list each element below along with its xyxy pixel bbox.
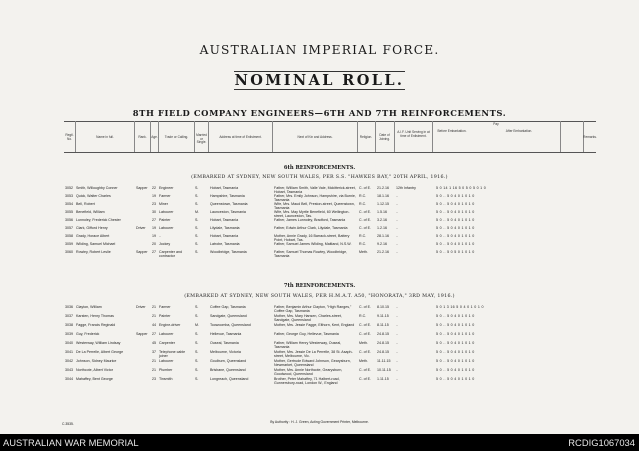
next-of-kin: Father, William Smith, Valle Vale, Mckitterick-street, Hobart, Tasmania — [274, 186, 356, 194]
date-joining: 24.8.15 — [377, 350, 389, 354]
table-row — [64, 250, 596, 262]
address: Hellevue, Tasmania — [210, 332, 242, 336]
date-joining: 1.2.16 — [377, 226, 387, 230]
pay-values: 5 0 1 3 16 5 0 4 0 1 0 1 0 — [436, 305, 484, 309]
aif-unit: .. — [396, 359, 398, 363]
aif-unit: .. — [396, 242, 398, 246]
document-subtitle — [0, 72, 639, 89]
trade: Engineer — [159, 186, 174, 190]
col-header-trade: Trade or Calling. — [164, 135, 189, 139]
address: Coffee Gap, Tasmania — [210, 305, 246, 309]
date-joining: 28.1.16 — [377, 234, 389, 238]
address: Toowoomba, Queensland — [210, 323, 251, 327]
religion: C. of E. — [359, 210, 371, 214]
date-joining: 18.1.16 — [377, 194, 389, 198]
pay-values: 5 0 .. 5 0 4 0 1 0 1 0 — [436, 377, 475, 381]
age: 44 — [152, 323, 156, 327]
religion: Meth. — [359, 359, 368, 363]
rank: Sapper — [136, 332, 148, 336]
date-joining: 1.5.16 — [377, 210, 387, 214]
marital-status: S. — [195, 332, 199, 336]
marital-status: S. — [195, 250, 199, 254]
rank: Sapper — [136, 250, 148, 254]
col-header-remarks: Remarks. — [583, 135, 597, 139]
marital-status: S. — [195, 218, 199, 222]
nominal-roll-heading: NOMINAL ROLL. — [234, 72, 405, 89]
pay-values: 5 0 14 1 16 5 0 5 0 5 0 1 0 — [436, 186, 487, 190]
trade: Jockey — [159, 242, 171, 246]
date-joining: 24.8.15 — [377, 341, 389, 345]
next-of-kin: Father, Samuel Thomas Rowley, Woodbridge, Tasmania — [274, 250, 348, 258]
address: Ouseal, Tasmania — [210, 341, 239, 345]
address: Lilydale, Tasmania — [210, 226, 240, 230]
next-of-kin: Father, Benjamin Arthur Clayton, "High Ranges," Coffee Gap, Tasmania — [274, 305, 352, 313]
date-joining: 21.2.16 — [377, 250, 389, 254]
trade: Carpenter and contractor — [159, 250, 182, 258]
soldier-name: De La Perrelle, Albert George — [76, 350, 124, 354]
next-of-kin: Father, William Henry Westerway, Ouseal, Tasmania — [274, 341, 342, 349]
date-joining: 10.11.15 — [377, 368, 391, 372]
pay-values: 5 0 .. 5 0 4 0 1 0 1 0 — [436, 314, 475, 318]
next-of-kin: Mother, Mrs. Jessie Fagge, Elthorn, Kent, England — [274, 323, 355, 327]
col-header-aif-unit: A.I.F. Unit Serving in at time of Enlistment. — [397, 130, 430, 138]
rank: Sapper — [136, 186, 148, 190]
col-header-pay: Pay — [493, 122, 499, 126]
religion: C. of E. — [359, 218, 371, 222]
regtl-no: 3040 — [65, 341, 73, 345]
col-header-date-joining: Date of Joining. — [379, 133, 390, 141]
soldier-name: Fagge, Francis Reginald — [76, 323, 116, 327]
address: Woodbridge, Tasmania — [210, 250, 247, 254]
aif-unit: .. — [396, 323, 398, 327]
aif-unit: .. — [396, 194, 398, 198]
marital-status: S. — [195, 186, 199, 190]
col-header-name: Name in full. — [96, 135, 114, 139]
archive-footer-bar — [0, 434, 639, 451]
aif-unit: .. — [396, 377, 398, 381]
section-heading-7th: 7th REINFORCEMENTS. — [283, 283, 356, 289]
pay-values: 5 0 .. 5 0 4 0 1 0 1 0 — [436, 234, 475, 238]
date-joining: 9.11.15 — [377, 314, 389, 318]
aif-unit: 12th Infantry — [396, 186, 416, 190]
soldier-name: Johnson, Sidney Maurice — [76, 359, 117, 363]
religion: R.C. — [359, 242, 367, 246]
age: 21 — [152, 368, 156, 372]
aif-unit: .. — [396, 314, 398, 318]
pay-values: 5 0 .. 5 0 4 0 1 0 1 0 — [436, 359, 475, 363]
next-of-kin: Brother, Peter Mahaffey, 71 Halbert-road, Gunnersbury-road, London W., England — [274, 377, 340, 385]
date-joining: 9.2.16 — [377, 242, 387, 246]
marital-status: M. — [195, 210, 199, 214]
pay-values: 5 0 .. 5 0 4 0 1 0 1 0 — [436, 341, 475, 345]
religion: C. of E. — [359, 368, 371, 372]
soldier-name: Quick, Walter Charles — [76, 194, 111, 198]
pay-values: 5 0 .. 5 0 4 0 1 0 1 0 — [436, 242, 475, 246]
age: 19 — [152, 226, 156, 230]
column-divider — [560, 121, 561, 152]
religion: C. of E. — [359, 377, 371, 381]
aif-unit: .. — [396, 226, 398, 230]
col-header-age: Age. — [151, 135, 158, 139]
marital-status: S. — [195, 202, 199, 206]
marital-status: S. — [195, 350, 199, 354]
religion: C. of E. — [359, 332, 371, 336]
next-of-kin: Wife, Mrs. May Myrtle Benefield, 60 Wellington-street, Launceston, Tas. — [274, 210, 350, 218]
trade: Labourer — [159, 332, 174, 336]
regtl-no: 3055 — [65, 210, 73, 214]
religion: C. of E. — [359, 186, 371, 190]
age: 30 — [152, 210, 156, 214]
marital-status: S. — [195, 368, 199, 372]
address: Launceston, Tasmania — [210, 210, 246, 214]
archive-name: AUSTRALIAN WAR MEMORIAL — [3, 437, 139, 448]
pay-values: 5 0 .. 5 0 4 0 1 0 1 0 — [436, 202, 475, 206]
date-joining: 11.11.15 — [377, 359, 391, 363]
form-code: C.3535. — [62, 422, 74, 426]
aif-unit: .. — [396, 234, 398, 238]
soldier-name: Grady, Horace Albert — [76, 234, 110, 238]
trade: Labourer — [159, 359, 174, 363]
archive-record-id: RCDIG1067034 — [568, 437, 635, 448]
next-of-kin: Mother, Mrs. Annie Northcote, Gearysburn, Goodwood, Queensland — [274, 368, 343, 376]
religion: C. of E. — [359, 305, 371, 309]
trade: .. — [159, 234, 161, 238]
marital-status: S. — [195, 341, 199, 345]
age: 20 — [152, 242, 156, 246]
soldier-name: Smith, Willoughby Conner — [76, 186, 118, 190]
printer-imprint: By Authority : H. J. Green, Acting Government Printer, Melbourne. — [270, 420, 369, 424]
age: 27 — [152, 250, 156, 254]
date-joining: 21.2.16 — [377, 186, 389, 190]
header-rule-bottom — [64, 152, 596, 153]
age: 21 — [152, 305, 156, 309]
pay-values: 5 0 .. 5 0 4 0 1 0 1 0 — [436, 218, 475, 222]
regtl-no: 3038 — [65, 323, 73, 327]
regtl-no: 3043 — [65, 368, 73, 372]
aif-unit: .. — [396, 350, 398, 354]
aif-unit: .. — [396, 210, 398, 214]
marital-status: S. — [195, 314, 199, 318]
age: 27 — [152, 332, 156, 336]
pay-values: 5 0 .. 5 0 4 0 1 0 1 0 — [436, 350, 475, 354]
pay-before-embarkation: Before Embarkation. — [437, 129, 467, 133]
trade: Engine-driver — [159, 323, 181, 327]
pay-after-embarkation: After Embarkation. — [505, 129, 533, 133]
pay-values: 5 0 .. 5 0 4 0 1 0 1 0 — [436, 323, 475, 327]
next-of-kin: Father, George Guy, Hellevue, Tasmania — [274, 332, 339, 336]
soldier-name: Northcote, Albert Victor — [76, 368, 113, 372]
age: 23 — [152, 202, 156, 206]
trade: Plumber — [159, 368, 173, 372]
pay-values: 5 0 .. 5 0 4 0 1 0 1 0 — [436, 210, 475, 214]
trade: Labourer — [159, 210, 174, 214]
age: 22 — [152, 186, 156, 190]
date-joining: 8.10.15 — [377, 305, 389, 309]
age: 19 — [152, 234, 156, 238]
aif-unit: .. — [396, 368, 398, 372]
col-header-regtl-no: Regtl. No. — [65, 133, 74, 141]
aif-unit: .. — [396, 332, 398, 336]
aif-unit: .. — [396, 202, 398, 206]
next-of-kin: Mother, Mrs. Jessie De La Perrelle, 38 St. Asaph-street, Melbourne, Vic. — [274, 350, 353, 358]
address: Melbourne, Victoria — [210, 350, 241, 354]
soldier-name: Bell, Robert — [76, 202, 95, 206]
address: Longreach, Queensland — [210, 377, 249, 381]
regtl-no: 3059 — [65, 242, 73, 246]
trade: Telephone cable joiner — [159, 350, 186, 358]
trade: Tinsmith — [159, 377, 173, 381]
regtl-no: 3058 — [65, 234, 73, 238]
next-of-kin: Father, James Lunnoley, Bradford, Tasmania — [274, 218, 346, 222]
age: 19 — [152, 194, 156, 198]
col-header-next-of-kin: Next of Kin and Address. — [297, 135, 333, 139]
address: Latrobe, Tasmania — [210, 242, 240, 246]
next-of-kin: Mother, Mrs. Mary Hansen, Charles-street, Sandgate, Queensland — [274, 314, 342, 322]
marital-status: S. — [195, 242, 199, 246]
religion: R.C. — [359, 202, 367, 206]
aif-unit: .. — [396, 341, 398, 345]
soldier-name: Rowley, Robert Leslie — [76, 250, 111, 254]
soldier-name: Mahaffey, Bent George — [76, 377, 113, 381]
col-header-religion: Religion. — [359, 135, 373, 139]
soldier-name: Westerway, William Lindsay — [76, 341, 121, 345]
regtl-no: 3037 — [65, 314, 73, 318]
marital-status: S. — [195, 305, 199, 309]
date-joining: 1.12.15 — [377, 202, 389, 206]
rank: Driver — [136, 226, 146, 230]
marital-status: S. — [195, 359, 199, 363]
soldier-name: Karsten, Henry Thomas — [76, 314, 114, 318]
next-of-kin: Father, Samuel James Wilding, Maitland, N.S.W. — [274, 242, 352, 246]
aif-unit: .. — [396, 250, 398, 254]
religion: C. of E. — [359, 323, 371, 327]
header-rule-top — [64, 121, 596, 122]
regtl-no: 3044 — [65, 377, 73, 381]
address: Goulburn, Queensland — [210, 359, 247, 363]
soldier-name: Benefield, William — [76, 210, 105, 214]
embarkation-note-7th: (EMBARKED AT SYDNEY, NEW SOUTH WALES, PER H.M.A.T. A50, "HONORATA," 3RD MAY, 1916.) — [184, 294, 455, 299]
religion: Meth. — [359, 341, 368, 345]
marital-status: S. — [195, 234, 199, 238]
trade: Labourer — [159, 226, 174, 230]
address: Hobart, Tasmania — [210, 234, 239, 238]
religion: C. of E. — [359, 226, 371, 230]
pay-values: 5 0 .. 5 0 4 0 1 0 1 0 — [436, 368, 475, 372]
address: Brisbane, Queensland — [210, 368, 246, 372]
age: 21 — [152, 314, 156, 318]
address: Hobart, Tasmania — [210, 186, 239, 190]
age: 37 — [152, 350, 156, 354]
date-joining: 1.11.15 — [377, 377, 389, 381]
soldier-name: Guy, Frederick — [76, 332, 100, 336]
regtl-no: 3041 — [65, 350, 73, 354]
address: Hobart, Tasmania — [210, 218, 239, 222]
regtl-no: 3054 — [65, 202, 73, 206]
document-title: AUSTRALIAN IMPERIAL FORCE. — [199, 43, 440, 57]
next-of-kin: Mother, Gertrude Edward Johnson, Gearysburn, Newmarket, Queensland — [274, 359, 351, 367]
marital-status: S. — [195, 377, 199, 381]
religion: R.C. — [359, 314, 367, 318]
pay-values: 5 0 .. 5 0 4 0 1 0 1 0 — [436, 194, 475, 198]
regtl-no: 3057 — [65, 226, 73, 230]
trade: Farmer — [159, 194, 171, 198]
age: 27 — [152, 218, 156, 222]
age: 23 — [152, 377, 156, 381]
next-of-kin: Father, Mrs. Emily Johnson, Hampshire, via Burnie, Tasmania — [274, 194, 356, 202]
soldier-name: Wilding, Samuel Michael — [76, 242, 116, 246]
col-header-address: Address at time of Enlistment. — [219, 135, 262, 139]
next-of-kin: Wife, Mrs. Maud Bell, Preston-street, Queenstown, Tasmania — [274, 202, 355, 210]
soldier-name: Lunnoley, Frederick Chester — [76, 218, 121, 222]
regtl-no: 3056 — [65, 218, 73, 222]
col-header-rank: Rank. — [138, 135, 147, 139]
soldier-name: Clark, Gifford Henry — [76, 226, 108, 230]
trade: Carpenter — [159, 341, 175, 345]
trade: Painter — [159, 218, 171, 222]
age: 21 — [152, 359, 156, 363]
pay-values: 5 0 .. 5 0 4 0 1 0 1 0 — [436, 226, 475, 230]
regtl-no: 3036 — [65, 305, 73, 309]
date-joining: 24.8.15 — [377, 332, 389, 336]
address: Queenstown, Tasmania — [210, 202, 248, 206]
soldier-name: Clayton, William — [76, 305, 102, 309]
trade: Painter — [159, 314, 171, 318]
unit-heading: 8TH FIELD COMPANY ENGINEERS—6TH AND 7TH REINFORCEMENTS. — [132, 108, 507, 118]
regtl-no: 3060 — [65, 250, 73, 254]
religion: Meth. — [359, 250, 368, 254]
regtl-no: 3052 — [65, 186, 73, 190]
religion: R.C. — [359, 194, 367, 198]
pay-values: 5 0 .. 5 0 5 0 1 0 1 0 — [436, 250, 475, 254]
date-joining: 8.11.15 — [377, 323, 389, 327]
rank: Driver — [136, 305, 146, 309]
section-heading-6th: 6th REINFORCEMENTS. — [283, 165, 356, 171]
regtl-no: 3042 — [65, 359, 73, 363]
marital-status: M. — [195, 323, 199, 327]
aif-unit: .. — [396, 305, 398, 309]
marital-status: S. — [195, 194, 199, 198]
pay-values: 5 0 .. 5 0 4 0 1 0 1 0 — [436, 332, 475, 336]
age: 45 — [152, 341, 156, 345]
date-joining: 3.2.16 — [377, 218, 387, 222]
religion: C. of E. — [359, 350, 371, 354]
col-header-married: Married or Single. — [196, 133, 207, 145]
embarkation-note-6th: (EMBARKED AT SYDNEY, NEW SOUTH WALES, PER S.S. "HAWKES BAY," 20TH APRIL, 1916.) — [191, 175, 448, 180]
next-of-kin: Mother, Annie Grady, 16 Barrack-street, Battery Point, Hobart, Tas. — [274, 234, 350, 242]
address: Sandgate, Queensland — [210, 314, 247, 318]
marital-status: S. — [195, 226, 199, 230]
address: Hampshire, Tasmania — [210, 194, 245, 198]
trade: Farmer — [159, 305, 171, 309]
table-row — [64, 377, 596, 389]
regtl-no: 3053 — [65, 194, 73, 198]
aif-unit: .. — [396, 218, 398, 222]
religion: R.C. — [359, 234, 367, 238]
trade: Miner — [159, 202, 168, 206]
regtl-no: 3039 — [65, 332, 73, 336]
next-of-kin: Father, Edwin Arthur Clark, Lilydale, Tasmania — [274, 226, 348, 230]
